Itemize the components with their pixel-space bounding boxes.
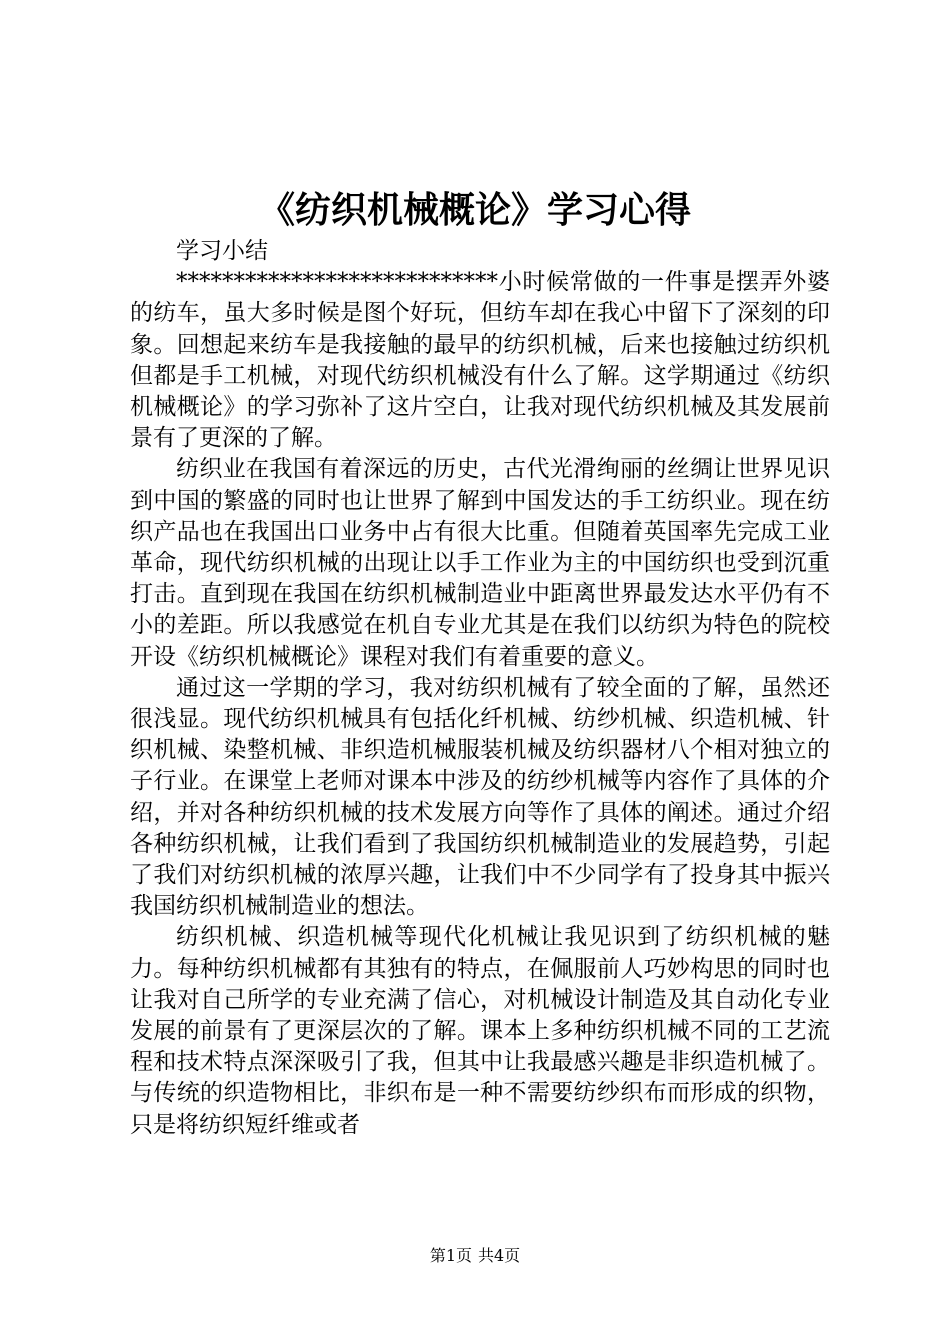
paragraph: ****************************小时候常做的一件事是摆弄外婆的纺车，虽大多时候是图个好玩，但纺车却在我心中留下了深刻的印象。回想起来纺车是我接触的最早的纺织机械，后来也接触过纺织机但都是手工机械，对现代纺织机械没有什么了解。这学期通过《纺织机械概论》的学习弥补了这片空白，让我对现代纺织机械及其发展前景有了更深的了解。 bbox=[130, 269, 830, 452]
page-footer bbox=[0, 1246, 950, 1266]
paragraph: 通过这一学期的学习，我对纺织机械有了较全面的了解，虽然还很浅显。现代纺织机械具有包括化纤机械、纺纱机械、织造机械、针织机械、染整机械、非织造机械服装机械及纺织器材八个相对独立的子行业。在课堂上老师对课本中涉及的纺纱机械等内容作了具体的介绍，并对各种纺织机械的技术发展方向等作了具体的阐述。通过介绍各种纺织机械，让我们看到了我国纺织机械制造业的发展趋势，引起了我们对纺织机械的浓厚兴趣，让我们中不少同学有了投身其中振兴我国纺织机械制造业的想法。 bbox=[130, 674, 830, 920]
section-heading: 学习小结 bbox=[176, 238, 268, 264]
page-number: 第1页 bbox=[429, 1246, 472, 1265]
document-title: 《纺织机械概论》学习心得 bbox=[258, 189, 691, 231]
paragraph: 纺织机械、织造机械等现代化机械让我见识到了纺织机械的魅力。每种纺织机械都有其独有的特点，在佩服前人巧妙构思的同时也让我对自己所学的专业充满了信心，对机械设计制造及其自动化专业发展的前景有了更深层次的了解。课本上多种纺织机械不同的工艺流程和技术特点深深吸引了我，但其中让我最感兴趣是非织造机械了。与传统的织造物相比，非织布是一种不需要纺纱织布而形成的织物，只是将纺织短纤维或者 bbox=[130, 924, 830, 1138]
document-body bbox=[130, 236, 830, 1141]
paragraph: 纺织业在我国有着深远的历史，古代光滑绚丽的丝绸让世界见识到中国的繁盛的同时也让世界了解到中国发达的手工纺织业。现在纺织产品也在我国出口业务中占有很大比重。但随着英国率先完成工业革命，现代纺织机械的出现让以手工作业为主的中国纺织也受到沉重打击。直到现在我国在纺织机械制造业中距离世界最发达水平仍有不小的差距。所以我感觉在机自专业尤其是在我们以纺织为特色的院校开设《纺织机械概论》课程对我们有着重要的意义。 bbox=[130, 456, 830, 670]
page-total: 共4页 bbox=[478, 1246, 521, 1265]
